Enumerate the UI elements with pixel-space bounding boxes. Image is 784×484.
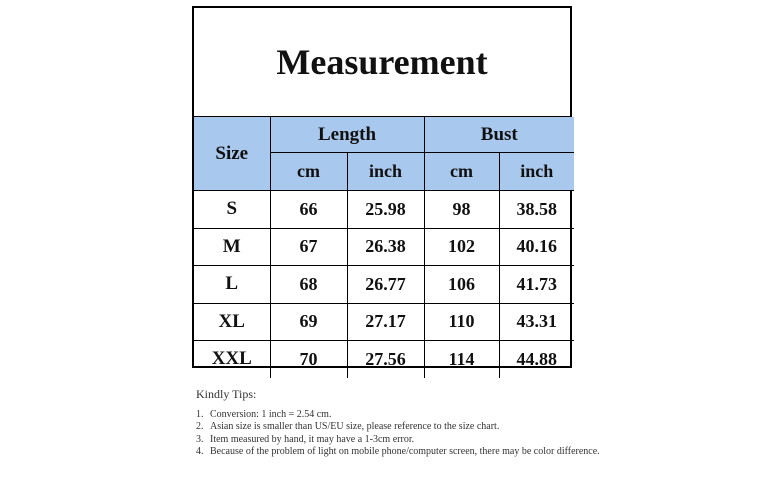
size-cell: XXL	[194, 341, 270, 378]
list-item	[196, 421, 616, 434]
table-row	[194, 266, 574, 304]
length-inch-cell: 25.98	[347, 191, 424, 229]
table-row	[194, 228, 574, 266]
tip-text: Because of the problem of light on mobile phone/computer screen, there may be color difference.	[210, 446, 600, 457]
length-inch-cell: 27.56	[347, 341, 424, 378]
tip-number: 3.	[196, 433, 204, 445]
bust-inch-cell: 38.58	[499, 191, 574, 229]
tip-number: 4.	[196, 446, 204, 457]
length-inch-cell: 27.17	[347, 303, 424, 341]
tips-title: Kindly Tips:	[196, 387, 257, 401]
table-row	[194, 191, 574, 229]
bust-cm-cell: 102	[424, 228, 499, 266]
list-item	[196, 446, 616, 459]
kindly-tips	[196, 388, 616, 459]
list-item	[196, 409, 616, 422]
bust-inch-cell: 43.31	[499, 303, 574, 341]
unit-length-cm: cm	[270, 153, 347, 191]
size-cell: XL	[194, 303, 270, 341]
tip-text: Conversion: 1 inch = 2.54 cm.	[210, 408, 332, 420]
length-cm-cell: 69	[270, 303, 347, 341]
length-cm-cell: 66	[270, 191, 347, 229]
unit-bust-cm: cm	[424, 153, 499, 191]
size-cell: M	[194, 228, 270, 266]
bust-inch-cell: 40.16	[499, 228, 574, 266]
tips-list	[196, 409, 616, 459]
table-row	[194, 303, 574, 341]
unit-length-inch: inch	[347, 153, 424, 191]
unit-bust-inch: inch	[499, 153, 574, 191]
header-size: Size	[194, 117, 270, 191]
size-table	[194, 117, 574, 378]
chart-title: Measurement	[194, 8, 570, 117]
bust-cm-cell: 114	[424, 341, 499, 378]
table-row	[194, 341, 574, 378]
length-cm-cell: 68	[270, 266, 347, 304]
tip-number: 1.	[196, 408, 204, 420]
header-length: Length	[270, 117, 424, 153]
bust-inch-cell: 41.73	[499, 266, 574, 304]
bust-cm-cell: 106	[424, 266, 499, 304]
length-inch-cell: 26.77	[347, 266, 424, 304]
length-inch-cell: 26.38	[347, 228, 424, 266]
bust-cm-cell: 110	[424, 303, 499, 341]
header-bust: Bust	[424, 117, 574, 153]
size-cell: S	[194, 191, 270, 229]
size-cell: L	[194, 266, 270, 304]
tip-text: Asian size is smaller than US/EU size, please reference to the size chart.	[210, 421, 500, 432]
list-item	[196, 434, 616, 447]
bust-inch-cell: 44.88	[499, 341, 574, 378]
tip-text: Item measured by hand, it may have a 1-3cm error.	[210, 433, 415, 445]
length-cm-cell: 67	[270, 228, 347, 266]
tip-number: 2.	[196, 421, 204, 432]
length-cm-cell: 70	[270, 341, 347, 378]
header-row	[194, 117, 574, 153]
bust-cm-cell: 98	[424, 191, 499, 229]
size-chart	[192, 6, 572, 368]
